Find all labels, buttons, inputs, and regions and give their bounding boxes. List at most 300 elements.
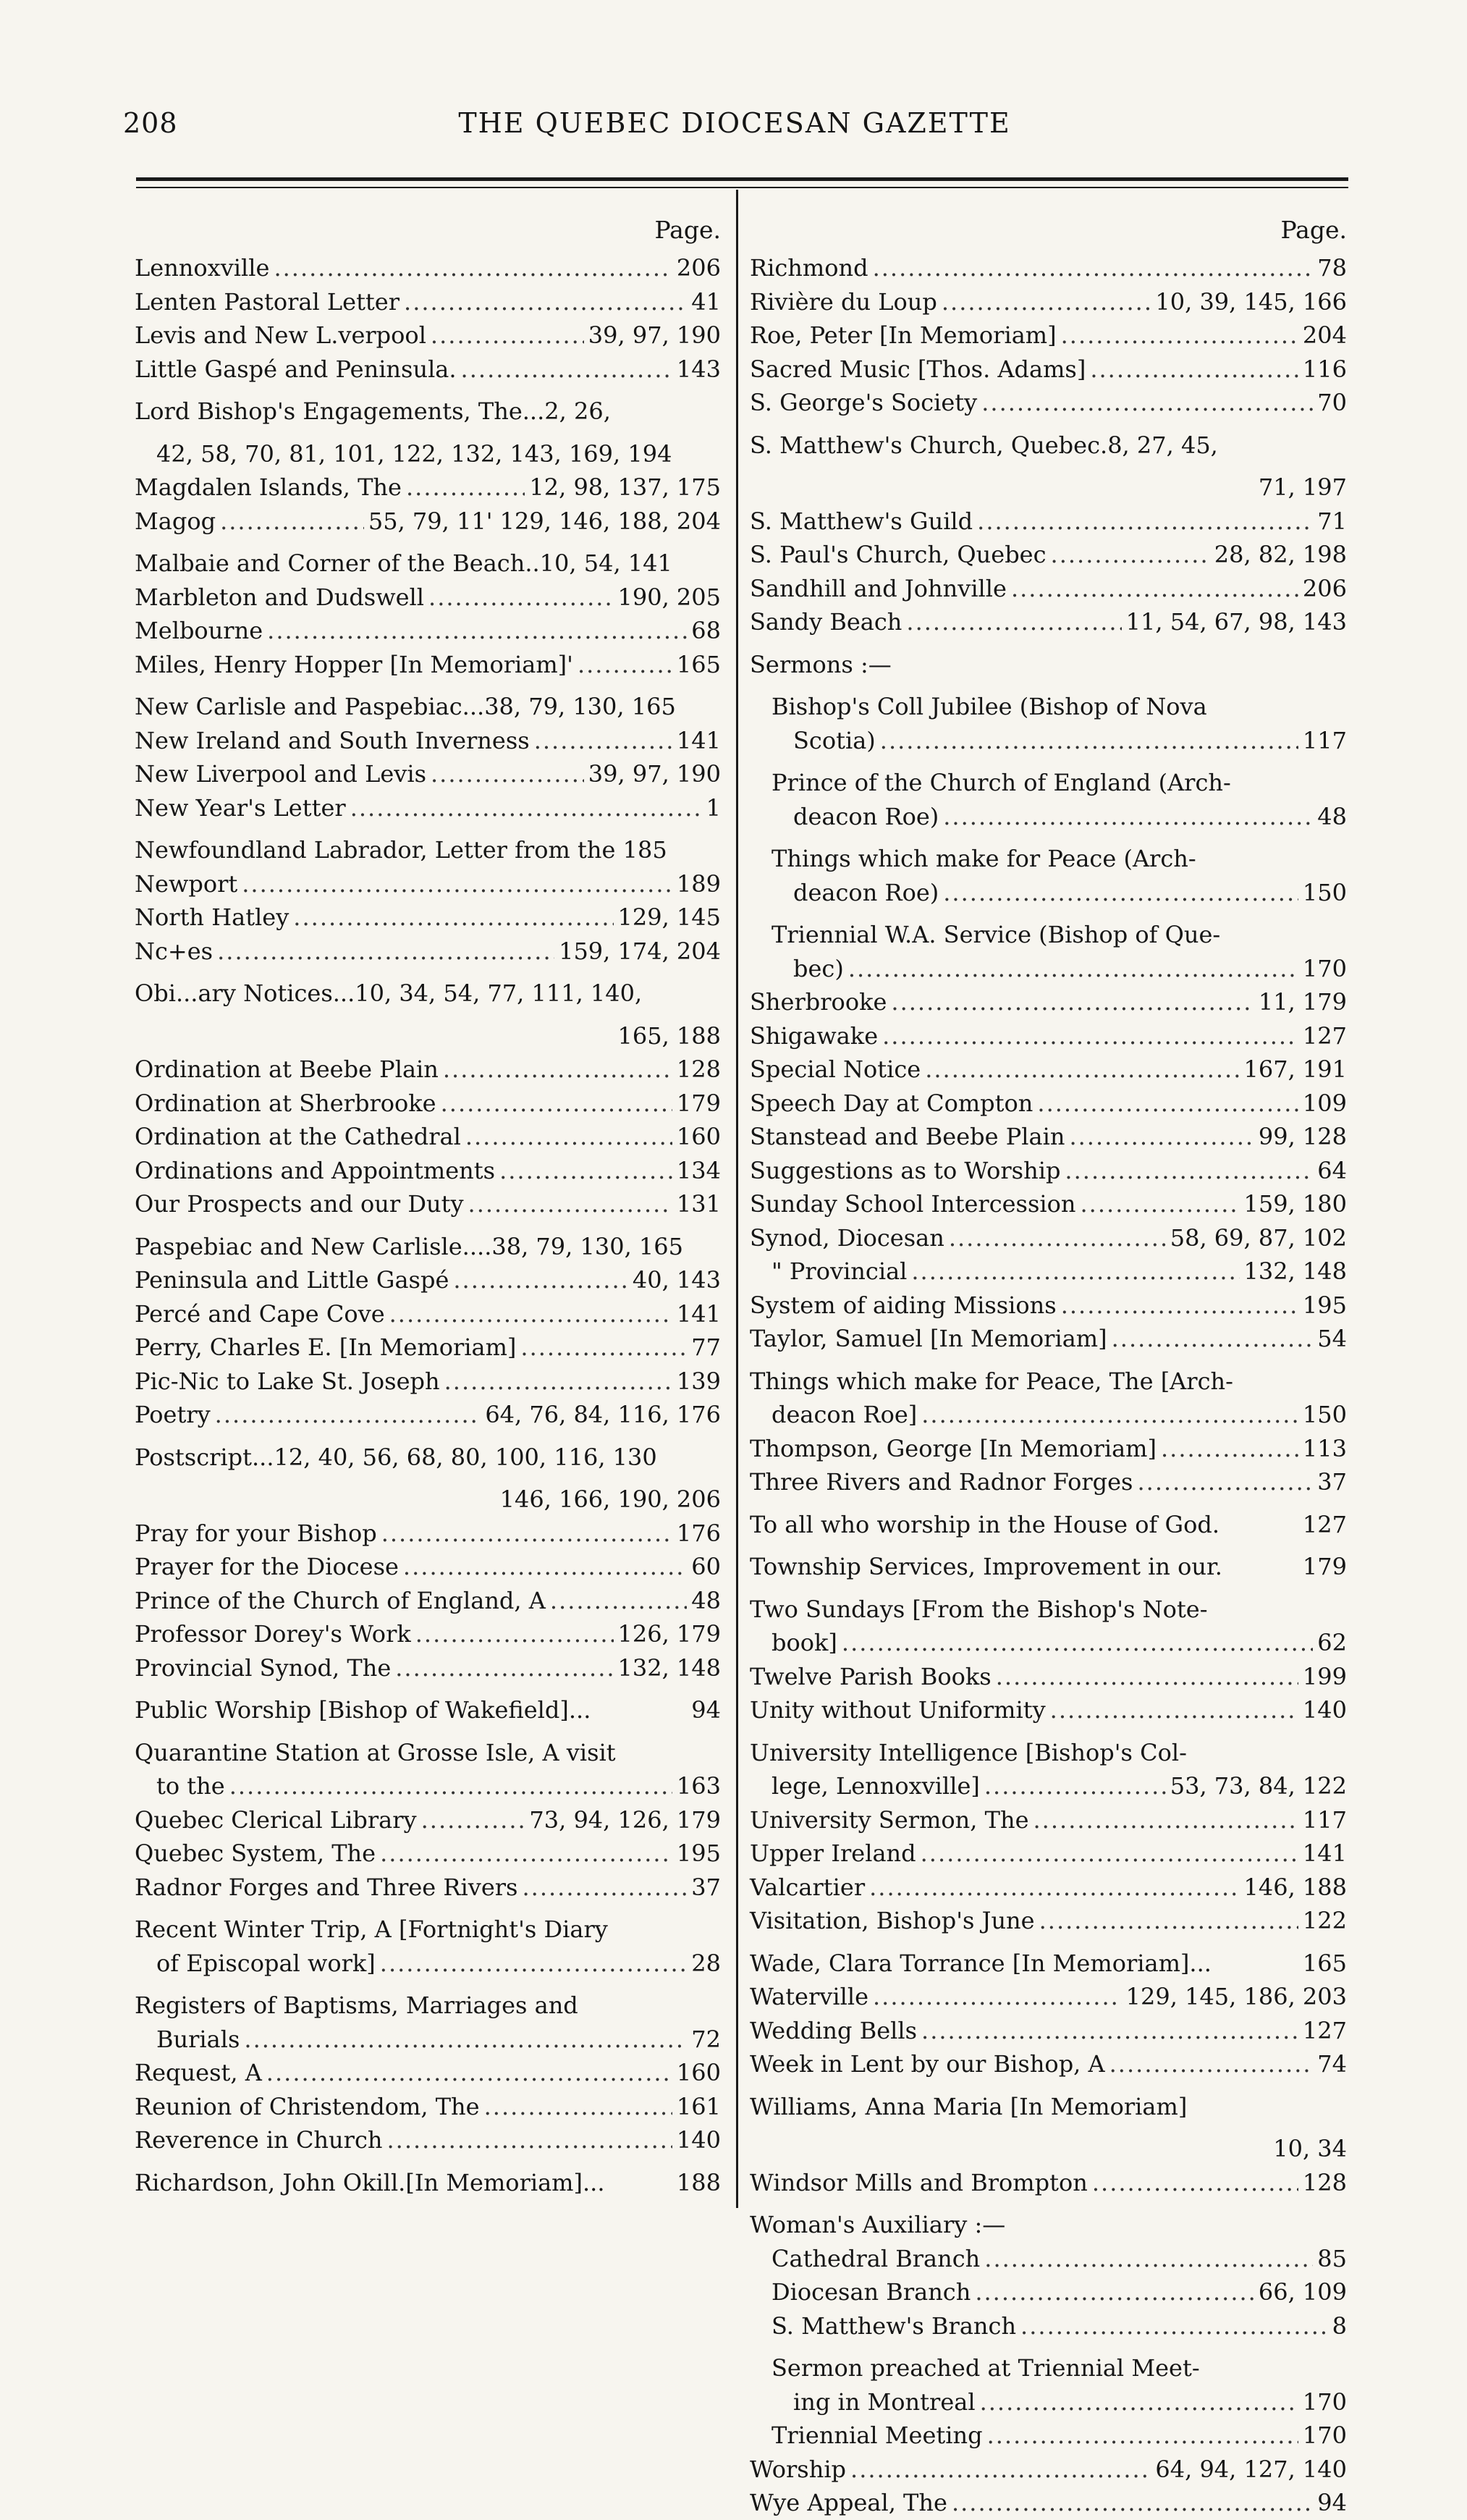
index-entry: [750, 2309, 1347, 2343]
index-entry: [135, 1871, 721, 1905]
index-entry: [750, 2275, 1347, 2309]
entry-title: Cathedral Branch: [771, 2244, 981, 2272]
entry-pages: 146, 166, 190, 206: [499, 1486, 721, 1513]
entry-pages: 159, 174, 204: [559, 937, 721, 965]
dot-leader: [984, 1769, 1166, 1803]
dot-leader: [406, 471, 525, 504]
entry-pages: 132, 148: [617, 1653, 721, 1682]
index-entry: [135, 1087, 721, 1121]
dot-leader: [952, 2486, 1313, 2519]
page-number: 208: [123, 107, 178, 139]
dot-leader: [267, 614, 687, 647]
index-entry: [750, 319, 1347, 353]
entry-title: Three Rivers and Radnor Forges: [750, 1468, 1133, 1496]
entry-title: Ordination at Sherbrooke: [135, 1089, 436, 1117]
entry-title: University Sermon, The: [750, 1805, 1029, 1834]
dot-leader: [1039, 1904, 1298, 1937]
entry-pages: 204: [1302, 321, 1347, 349]
index-entry: [750, 1803, 1347, 1837]
entry-pages: 94: [691, 1696, 721, 1724]
entry-title: Prayer for the Diocese: [135, 1553, 399, 1580]
dot-leader: [1191, 1727, 1343, 1761]
entry-title: Things which make for Peace (Arch-: [771, 845, 1196, 872]
entry-pages: 176: [676, 1519, 721, 1547]
index-entry: [750, 2486, 1347, 2520]
entry-pages: 70: [1317, 389, 1347, 416]
entry-pages: 48: [1317, 802, 1347, 830]
entry-pages: 109: [1302, 1089, 1347, 1117]
entry-title: Stanstead and Beebe Plain: [750, 1123, 1065, 1150]
index-entry: [750, 285, 1347, 319]
entry-title: Malbaie and Corner of the Beach..10, 54, 141: [135, 549, 672, 577]
index-entry: [750, 1187, 1347, 1221]
entry-pages: 206: [1302, 574, 1347, 602]
entry-pages: 122: [1302, 1907, 1347, 1934]
entry-pages: 128: [676, 1055, 721, 1083]
dot-leader: [688, 1221, 716, 1255]
entry-title: Pray for your Bishop: [135, 1519, 377, 1547]
entry-pages: 170: [1302, 2422, 1347, 2449]
dot-leader: [661, 1432, 716, 1465]
dot-leader: [1235, 757, 1343, 791]
entry-pages: 163: [676, 1772, 721, 1800]
dot-leader: [1050, 1693, 1298, 1727]
entry-title: deacon Roe): [793, 802, 939, 830]
entry-title: New Liverpool and Levis: [135, 760, 426, 788]
entry-title: lege, Lennoxville]: [771, 1772, 980, 1800]
index-entry: [750, 1693, 1347, 1727]
entry-pages: 41: [691, 287, 721, 316]
entry-pages: 113: [1302, 1434, 1347, 1462]
entry-pages: 66, 109: [1258, 2278, 1347, 2306]
dot-leader: [754, 2123, 1269, 2157]
index-entry: [750, 2453, 1347, 2487]
dot-leader: [431, 319, 584, 352]
entry-pages: 179: [1302, 1553, 1347, 1580]
index-entry: [135, 825, 721, 867]
entry-pages: 161: [676, 2092, 721, 2120]
dot-leader: [1227, 1541, 1298, 1575]
entry-title: Shigawake: [750, 1021, 879, 1050]
entry-pages: 1: [706, 793, 721, 822]
dot-leader: [842, 1626, 1313, 1659]
entry-pages: 37: [691, 1873, 721, 1901]
entry-title: Provincial Synod, The: [135, 1653, 392, 1682]
index-entry: [750, 2419, 1347, 2453]
entry-pages: 150: [1302, 1401, 1347, 1428]
dot-leader: [350, 791, 702, 825]
index-entry: [135, 581, 721, 615]
dot-leader: [380, 1947, 688, 1980]
entry-title: Taylor, Samuel [In Memoriam]: [750, 1325, 1107, 1352]
entry-pages: 189: [676, 869, 721, 898]
entry-pages: 134: [676, 1156, 721, 1184]
index-entry: [135, 1187, 721, 1221]
entry-title: To all who worship in the House of God.: [750, 1510, 1219, 1538]
entry-title: Scotia): [793, 726, 876, 754]
index-entry: [750, 1465, 1347, 1499]
entry-title: Pic-Nic to Lake St. Joseph: [135, 1367, 440, 1395]
dot-leader: [453, 1263, 627, 1297]
index-entry: [135, 1769, 721, 1803]
index-entry: [750, 605, 1347, 639]
index-entry: [750, 353, 1347, 387]
entry-pages: 165: [676, 650, 721, 678]
index-entry: [750, 462, 1347, 505]
entry-title: Sermon preached at Triennial Meet-: [771, 2354, 1200, 2382]
index-entry: [750, 1120, 1347, 1154]
index-entry: [135, 1584, 721, 1618]
entry-pages: 116: [1302, 355, 1347, 383]
entry-title: Miles, Henry Hopper [In Memoriam]': [135, 650, 573, 678]
index-entry: [135, 757, 721, 791]
index-entry: [135, 285, 721, 319]
entry-pages: 140: [1302, 1696, 1347, 1724]
index-list-right: [750, 251, 1347, 2520]
dot-leader: [468, 1187, 672, 1221]
entry-title: Melbourne: [135, 617, 263, 644]
entry-pages: 195: [676, 1840, 721, 1867]
index-entry: [135, 2157, 721, 2200]
entry-pages: 39, 97, 190: [588, 321, 721, 349]
entry-title: Sacred Music [Thos. Adams]: [750, 355, 1086, 383]
index-entry: [750, 2199, 1347, 2242]
entry-pages: 127: [1302, 2016, 1347, 2044]
entry-title: North Hatley: [135, 903, 289, 931]
dot-leader: [1212, 1584, 1343, 1617]
index-entry: [135, 867, 721, 901]
index-column-right: [750, 214, 1347, 2520]
entry-pages: 40, 143: [632, 1266, 721, 1294]
dot-leader: [550, 1584, 687, 1617]
entry-title: Our Prospects and our Duty: [135, 1190, 464, 1218]
dot-leader: [217, 935, 554, 968]
dot-leader: [1011, 572, 1298, 605]
entry-title: Woman's Auxiliary :—: [750, 2211, 1006, 2238]
entry-title: Request, A: [135, 2059, 262, 2086]
dot-leader: [381, 1517, 672, 1550]
index-entry: [135, 2123, 721, 2157]
index-entry: [750, 909, 1347, 952]
index-entry: [750, 1769, 1347, 1803]
entry-title: Synod, Diocesan: [750, 1223, 944, 1252]
entry-pages: 199: [1302, 1662, 1347, 1690]
dot-leader: [1092, 2166, 1298, 2199]
page-header: [123, 107, 1346, 151]
index-entry: [750, 724, 1347, 758]
dot-leader: [942, 285, 1151, 319]
dot-leader: [1010, 2199, 1343, 2233]
dot-leader: [380, 1837, 672, 1870]
index-entry: [750, 1727, 1347, 1770]
entry-pages: 132, 148: [1243, 1257, 1347, 1285]
dot-leader: [921, 1398, 1298, 1431]
entry-title: Richmond: [750, 254, 868, 282]
index-entry: [750, 1398, 1347, 1432]
dot-leader: [984, 2242, 1313, 2275]
entry-pages: 74: [1317, 2050, 1347, 2078]
dot-leader: [672, 825, 716, 858]
entry-pages: 167, 191: [1243, 1055, 1347, 1083]
dot-leader: [1020, 2309, 1328, 2343]
dot-leader: [1109, 2047, 1314, 2081]
dot-leader: [441, 1087, 672, 1120]
dot-leader: [395, 1651, 613, 1685]
entry-title: Prince of the Church of England, A: [135, 1586, 546, 1614]
index-entry: [750, 1980, 1347, 2014]
dot-leader: [615, 386, 716, 419]
index-entry: [135, 1727, 721, 1770]
dot-leader: [943, 800, 1313, 833]
index-entry: [750, 1019, 1347, 1053]
dot-leader: [906, 605, 1121, 639]
dot-leader: [1225, 909, 1343, 943]
index-entry: [135, 681, 721, 724]
entry-pages: 129, 145: [617, 903, 721, 931]
entry-title: Lennoxville: [135, 254, 270, 282]
index-entry: [750, 2123, 1347, 2166]
dot-leader: [925, 1053, 1239, 1086]
dot-leader: [274, 251, 672, 285]
dot-leader: [421, 1803, 525, 1837]
dot-leader: [139, 1474, 496, 1507]
entry-title: Things which make for Peace, The [Arch-: [750, 1367, 1233, 1395]
dot-leader: [1061, 319, 1298, 352]
column-divider: [736, 190, 738, 2208]
entry-pages: 146, 188: [1243, 1873, 1347, 1901]
entry-pages: 179: [676, 1089, 721, 1117]
entry-title: Public Worship [Bishop of Wakefield]...: [135, 1696, 591, 1724]
dot-leader: [139, 1011, 614, 1044]
index-entry: [750, 800, 1347, 834]
entry-title: Reunion of Christendom, The: [135, 2092, 480, 2120]
dot-leader: [461, 353, 672, 386]
dot-leader: [389, 1297, 672, 1331]
entry-pages: 160: [676, 2059, 721, 2086]
dot-leader: [1161, 1432, 1298, 1465]
index-entry: [750, 1626, 1347, 1660]
dot-leader: [428, 581, 613, 614]
index-entry: [750, 251, 1347, 285]
index-entry: [135, 2023, 721, 2057]
index-entry: [135, 251, 721, 285]
entry-title: deacon Roe): [793, 878, 939, 906]
index-entry: [135, 791, 721, 825]
index-entry: [750, 2385, 1347, 2419]
dot-leader: [1224, 1499, 1298, 1533]
dot-leader: [612, 1904, 716, 1937]
index-entry: [750, 1584, 1347, 1627]
dot-leader: [266, 2056, 672, 2089]
dot-leader: [977, 505, 1313, 538]
entry-title: Rivière du Loup: [750, 287, 937, 316]
index-entry: [750, 1499, 1347, 1542]
index-entry: [135, 1617, 721, 1651]
dot-leader: [609, 2157, 672, 2191]
entry-pages: 170: [1302, 954, 1347, 982]
dot-leader: [244, 2023, 687, 2056]
dot-leader: [1090, 353, 1298, 386]
index-entry: [135, 1398, 721, 1432]
index-entry: [135, 1685, 721, 1727]
dot-leader: [583, 1980, 716, 2013]
index-entry: [135, 505, 721, 539]
header-rule-thin: [136, 187, 1348, 188]
index-entry: [135, 429, 721, 471]
dot-leader: [921, 1837, 1298, 1870]
entry-pages: 85: [1317, 2244, 1347, 2272]
dot-leader: [1081, 1187, 1240, 1221]
entry-pages: 77: [691, 1333, 721, 1361]
entry-pages: 58, 69, 87, 102: [1170, 1223, 1347, 1252]
entry-pages: 141: [676, 726, 721, 754]
entry-title: Worship: [750, 2455, 847, 2483]
index-entry: [750, 2081, 1347, 2124]
dot-leader: [880, 724, 1298, 757]
entry-title: Radnor Forges and Three Rivers: [135, 1873, 518, 1901]
entry-pages: 141: [1302, 1840, 1347, 1867]
index-entry: [750, 1221, 1347, 1255]
dot-leader: [848, 952, 1298, 985]
entry-title: Professor Dorey's Work: [135, 1620, 411, 1648]
index-entry: [135, 2090, 721, 2124]
entry-pages: 128: [1302, 2168, 1347, 2196]
entry-title: Lord Bishop's Engagements, The...2, 26,: [135, 397, 611, 425]
entry-title: Prince of the Church of England (Arch-: [771, 769, 1231, 796]
dot-leader: [404, 285, 687, 319]
entry-title: Quarantine Station at Grosse Isle, A visit: [135, 1738, 616, 1766]
index-entry: [750, 572, 1347, 606]
index-entry: [135, 1837, 721, 1871]
entry-title: Waterville: [750, 1983, 868, 2010]
dot-leader: [754, 462, 1254, 495]
dot-leader: [444, 1365, 672, 1398]
entry-pages: 64: [1317, 1156, 1347, 1184]
dot-leader: [996, 1660, 1298, 1693]
entry-pages: 73, 94, 126, 179: [529, 1805, 721, 1834]
index-entry: [135, 1297, 721, 1331]
entry-title: S. Matthew's Branch: [771, 2312, 1017, 2340]
entry-title: New Carlisle and Paspebiac...38, 79, 130, 165: [135, 693, 676, 720]
dot-leader: [911, 1255, 1239, 1288]
entry-title: Newfoundland Labrador, Letter from the 185: [135, 836, 667, 864]
entry-title: Wade, Clara Torrance [In Memoriam]...: [750, 1949, 1212, 1977]
index-entry: [750, 639, 1347, 682]
dot-leader: [943, 876, 1298, 909]
entry-title: Levis and New L.verpool: [135, 321, 426, 349]
index-entry: [750, 2166, 1347, 2200]
entry-title: Peninsula and Little Gaspé: [135, 1266, 449, 1294]
index-entry: [135, 724, 721, 758]
entry-title: Triennial Meeting: [771, 2422, 983, 2449]
index-entry: [750, 386, 1347, 420]
dot-leader: [595, 1685, 687, 1718]
entry-pages: 55, 79, 11' 129, 146, 188, 204: [368, 507, 721, 535]
entry-title: Wedding Bells: [750, 2016, 918, 2044]
dot-leader: [1238, 1356, 1343, 1389]
entry-pages: 64, 76, 84, 116, 176: [485, 1401, 721, 1428]
entry-title: System of aiding Missions: [750, 1291, 1057, 1319]
entry-pages: 150: [1302, 878, 1347, 906]
dot-leader: [229, 1769, 672, 1803]
entry-pages: 8: [1332, 2312, 1347, 2340]
index-entry: [750, 681, 1347, 724]
index-column-left: [135, 214, 721, 2199]
index-entry: [750, 420, 1347, 463]
dot-leader: [1204, 2343, 1343, 2376]
entry-title: S. George's Society: [750, 389, 978, 416]
dot-leader: [386, 2123, 672, 2157]
dot-leader: [520, 1331, 687, 1364]
index-entry: [750, 1053, 1347, 1087]
dot-leader: [891, 985, 1253, 1019]
entry-pages: 10, 34: [1273, 2135, 1347, 2162]
index-entry: [750, 1432, 1347, 1466]
entry-title: Quebec Clerical Library: [135, 1805, 417, 1834]
index-entry: [135, 901, 721, 935]
entry-pages: 94: [1317, 2489, 1347, 2516]
dot-leader: [215, 1398, 481, 1431]
entry-title: Burials: [156, 2025, 240, 2053]
dot-leader: [1037, 1087, 1298, 1120]
entry-title: Twelve Parish Books: [750, 1662, 992, 1690]
entry-pages: 160: [676, 1123, 721, 1150]
dot-leader: [1212, 681, 1343, 715]
index-entry: [135, 1651, 721, 1685]
entry-title: New Ireland and South Inverness: [135, 726, 530, 754]
index-entry: [750, 538, 1347, 572]
entry-title: " Provincial: [771, 1257, 908, 1285]
dot-leader: [1061, 1289, 1298, 1322]
entry-title: Williams, Anna Maria [In Memoriam]: [750, 2092, 1188, 2120]
entry-title: Ordination at Beebe Plain: [135, 1055, 439, 1083]
index-entry: [135, 319, 721, 353]
entry-title: Nc+es: [135, 937, 214, 965]
entry-pages: 28, 82, 198: [1214, 541, 1347, 568]
entry-title: Thompson, George [In Memoriam]: [750, 1434, 1157, 1462]
index-entry: [750, 833, 1347, 876]
entry-pages: 143: [676, 355, 721, 383]
dot-leader: [1112, 1322, 1314, 1355]
index-entry: [135, 1474, 721, 1517]
entry-pages: 131: [676, 1190, 721, 1218]
entry-title: Reverence in Church: [135, 2126, 383, 2154]
entry-title: to the: [156, 1772, 225, 1800]
dot-leader: [1201, 833, 1343, 867]
column-header: Page.: [654, 216, 721, 244]
index-entry: [135, 1263, 721, 1297]
index-entry: [135, 968, 721, 1011]
entry-title: Valcartier: [750, 1873, 866, 1901]
entry-title: University Intelligence [Bishop's Col-: [750, 1738, 1187, 1766]
index-entry: [750, 876, 1347, 910]
index-entry: [135, 353, 721, 387]
dot-leader: [975, 2275, 1254, 2309]
entry-title: Speech Day at Compton: [750, 1089, 1033, 1117]
index-entry: [750, 2014, 1347, 2048]
dot-leader: [869, 1871, 1239, 1904]
dot-leader: [1222, 420, 1343, 453]
entry-title: Lenten Pastoral Letter: [135, 287, 400, 316]
dot-leader: [850, 2453, 1151, 2486]
index-entry: [750, 1871, 1347, 1905]
dot-leader: [578, 648, 672, 681]
dot-leader: [220, 505, 364, 538]
dot-leader: [1033, 1803, 1298, 1837]
entry-title: Bishop's Coll Jubilee (Bishop of Nova: [771, 693, 1207, 720]
entry-title: Diocesan Branch: [771, 2278, 971, 2306]
index-entry: [750, 1154, 1347, 1188]
